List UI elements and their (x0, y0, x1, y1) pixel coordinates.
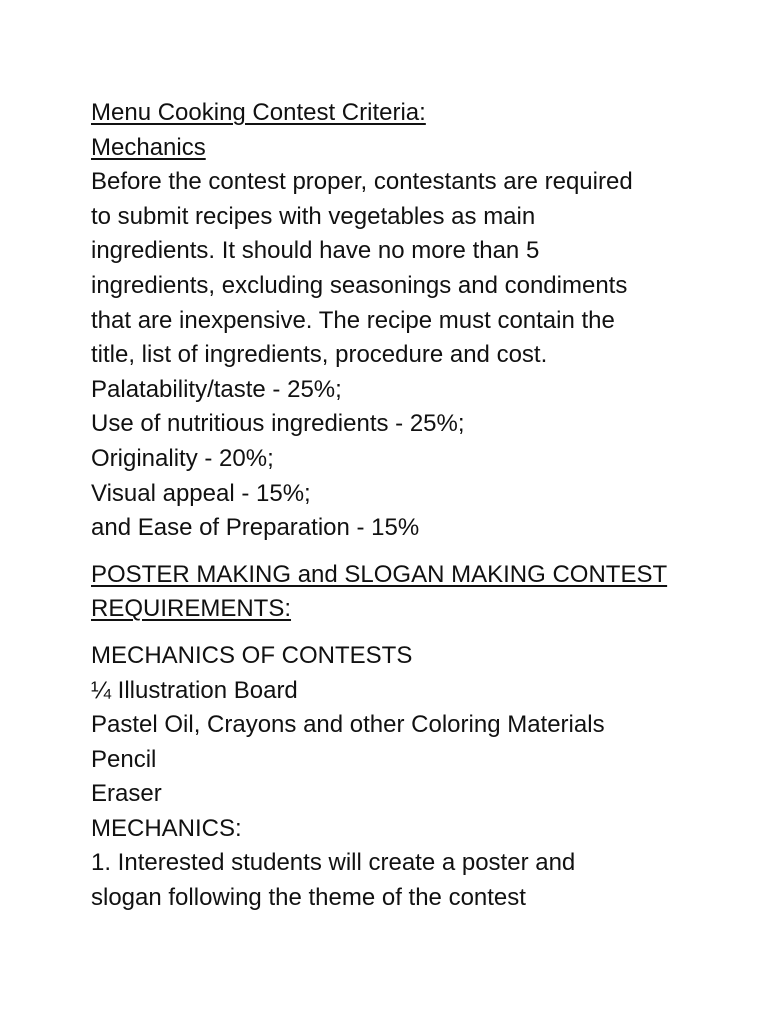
body-line: to submit recipes with vegetables as main (91, 202, 536, 230)
body-line: Before the contest proper, contestants are required (91, 168, 633, 196)
criteria-list (91, 373, 731, 546)
poster-heading-line: POSTER MAKING and SLOGAN MAKING CONTEST (91, 560, 668, 588)
section-spacer (91, 627, 731, 639)
mechanics-line: slogan following the theme of the contest (91, 884, 526, 912)
cooking-title: Menu Cooking Contest Criteria: (91, 99, 426, 126)
material-item: Eraser (91, 780, 162, 808)
criteria-item: Palatability/taste - 25%; (91, 375, 342, 403)
materials-list (91, 674, 731, 812)
document-page (91, 96, 731, 916)
material-item: ¼ Illustration Board (91, 676, 298, 704)
cooking-subtitle: Mechanics (91, 133, 206, 161)
criteria-item: Originality - 20%; (91, 444, 274, 472)
section-spacer (91, 546, 731, 558)
poster-heading (91, 558, 731, 627)
poster-heading-line: REQUIREMENTS: (91, 595, 292, 623)
criteria-item: Use of nutritious ingredients - 25%; (91, 410, 465, 438)
body-line: title, list of ingredients, procedure and cost. (91, 341, 548, 369)
cooking-body (91, 165, 731, 373)
mechanics-title: MECHANICS: (91, 814, 242, 842)
mechanics-list (91, 846, 731, 915)
materials-title: MECHANICS OF CONTESTS (91, 641, 413, 669)
body-line: ingredients. It should have no more than 5 (91, 237, 540, 265)
material-item: Pencil (91, 745, 157, 773)
criteria-item: and Ease of Preparation - 15% (91, 514, 420, 542)
material-item: Pastel Oil, Crayons and other Coloring Materials (91, 711, 605, 739)
body-line: ingredients, excluding seasonings and condiments (91, 271, 628, 299)
mechanics-line: 1. Interested students will create a poster and (91, 849, 576, 877)
body-line: that are inexpensive. The recipe must contain the (91, 306, 615, 334)
criteria-item: Visual appeal - 15%; (91, 479, 311, 507)
